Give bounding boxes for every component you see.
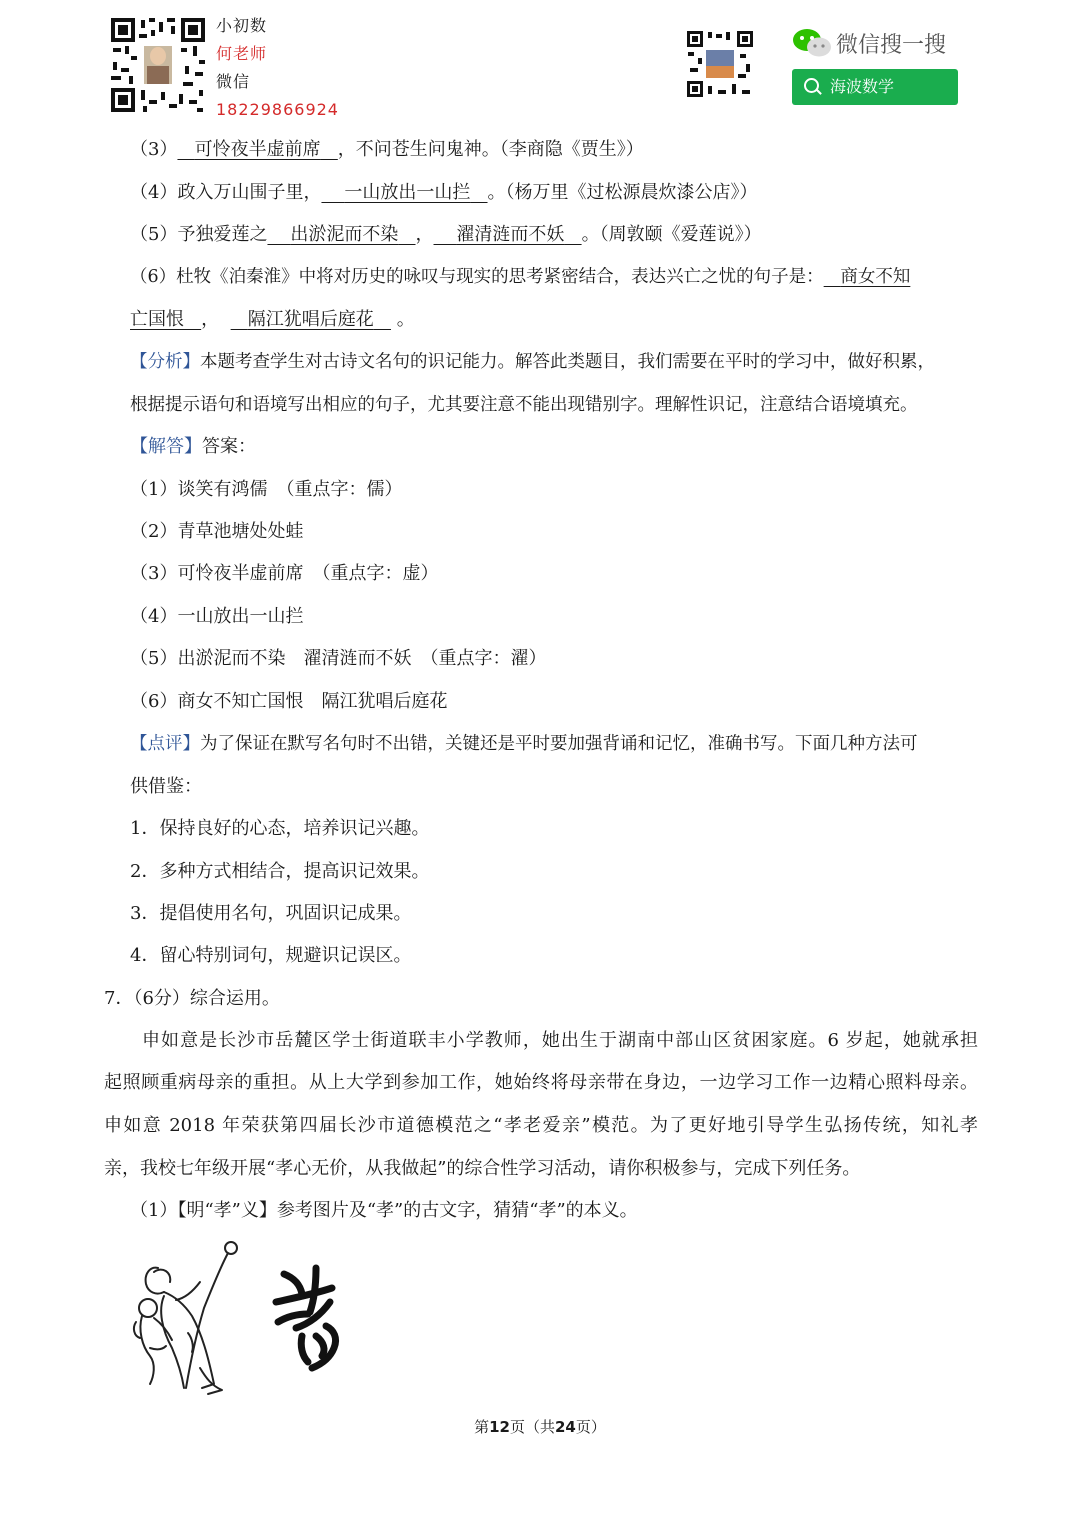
answer-text: 濯清涟而不妖	[456, 224, 565, 245]
comment-tag: 【点评】	[130, 734, 200, 754]
solution-heading	[130, 435, 256, 459]
comment-method: 3．提倡使用名句，巩固识记成果。	[130, 903, 412, 924]
search-icon	[804, 78, 819, 93]
analysis-text: 本题考查学生对古诗文名句的识记能力。解答此类题目，我们需要在平时的学习中，做好积累，	[200, 352, 935, 372]
q6-item-4-suffix: 。（杨万里《过松源晨炊漆公店》）	[487, 182, 758, 203]
q6-item-3-prefix: （3）	[130, 139, 178, 160]
answer-blank	[434, 224, 582, 245]
wechat-search-title: 微信搜一搜	[836, 33, 947, 58]
q6-item-6-cont	[130, 308, 415, 332]
q6-item-5	[130, 223, 762, 247]
q6-item-3	[130, 138, 644, 162]
wechat-icon	[792, 28, 832, 58]
filial-piety-illustration	[128, 1238, 240, 1398]
wechat-search-button[interactable]	[792, 69, 958, 105]
footer-middle: 页（共	[509, 1418, 555, 1436]
qr-code-right	[686, 30, 754, 98]
qr-code-left	[109, 16, 207, 114]
q7-passage-line: 起照顾重病母亲的重担。从上大学到参加工作，她始终将母亲带在身边，一边学习工作一边精心照料母亲。	[104, 1072, 978, 1093]
q6-item-6-prefix: （6）杜牧《泊秦淮》中将对历史的咏叹与现实的思考紧密结合，表达兴亡之忧的句子是：	[130, 267, 824, 287]
solution-answer: （6）商女不知亡国恨 隔江犹唱后庭花	[130, 691, 448, 712]
answer-blank	[321, 182, 487, 203]
q6-item-4-prefix: （4）政入万山围子里，	[130, 182, 322, 203]
comment-method: 1．保持良好的心态，培养识记兴趣。	[130, 818, 430, 839]
analysis-tag: 【分析】	[130, 352, 200, 372]
page-number: 12	[489, 1418, 510, 1436]
solution-answer: （5）出淤泥而不染 濯清涟而不妖 （重点字：濯）	[130, 648, 547, 669]
solution-answer: （3）可怜夜半虚前席 （重点字：虚）	[130, 563, 439, 584]
solution-intro: 答案：	[202, 436, 256, 457]
q7-passage-line: 亲，我校七年级开展“孝心无价，从我做起”的综合性学习活动，请你积极参与，完成下列任务。	[104, 1158, 861, 1179]
comment-method: 4．留心特别词句，规避识记误区。	[130, 945, 412, 966]
comment-line-2: 供借鉴：	[130, 776, 202, 797]
answer-blank	[177, 139, 337, 160]
q7-passage-line: 申如意是长沙市岳麓区学士街道联丰小学教师，她出生于湖南中部山区贫困家庭。6 岁起，她就承担	[142, 1030, 978, 1051]
solution-answer: （2）青草池塘处处蛙	[130, 521, 304, 542]
solution-tag: 【解答】	[130, 436, 202, 457]
analysis-line-2: 根据提示语句和语境写出相应的句子，尤其要注意不能出现错别字。理解性识记，注意结合语境填充。	[130, 395, 918, 415]
analysis-line-1	[130, 350, 935, 374]
footer-prefix: 第	[474, 1418, 490, 1436]
answer-blank	[130, 309, 201, 330]
answer-text: 出淤泥而不染	[290, 224, 399, 245]
q6-item-5-comma: ，	[415, 224, 434, 245]
q6-item-4	[130, 181, 758, 205]
q6-item-6-period: 。	[396, 309, 415, 330]
q7-passage-line: 申如意 2018 年荣获第四届长沙市道德模范之“孝老爱亲”模范。为了更好地引导学生弘扬传统，知礼孝	[104, 1115, 978, 1136]
q6-item-6	[130, 265, 910, 289]
answer-text: 可怜夜半虚前席	[194, 139, 321, 160]
answer-text: 亡国恨	[130, 309, 184, 330]
answer-blank	[267, 224, 415, 245]
side-text-1: 小初数	[216, 16, 268, 35]
q7-heading: 7．（6分）综合运用。	[104, 988, 280, 1009]
answer-text: 商女不知	[840, 267, 911, 287]
page-total: 24	[555, 1418, 576, 1436]
q7-sub1: （1）【明“孝”义】参考图片及“孝”的古文字，猜猜“孝”的本义。	[130, 1200, 638, 1221]
wechat-search-button-label: 海波数学	[830, 77, 895, 96]
answer-text: 隔江犹唱后庭花	[247, 309, 374, 330]
footer-suffix: 页）	[575, 1418, 606, 1436]
comment-line-1	[130, 732, 918, 756]
answer-blank	[231, 309, 391, 330]
comment-method: 2．多种方式相结合，提高识记效果。	[130, 861, 430, 882]
q6-item-5-prefix: （5）予独爱莲之	[130, 224, 268, 245]
page-footer	[0, 1416, 1080, 1437]
side-text-2: 何老师	[216, 44, 268, 63]
q6-item-5-suffix: 。（周敦颐《爱莲说》）	[581, 224, 762, 245]
answer-blank	[824, 267, 911, 287]
side-text-3: 微信	[216, 72, 251, 91]
ancient-xiao-character	[272, 1264, 348, 1374]
comment-text: 为了保证在默写名句时不出错，关键还是平时要加强背诵和记忆，准确书写。下面几种方法可	[200, 734, 918, 754]
solution-answer: （1）谈笑有鸿儒 （重点字：儒）	[130, 479, 403, 500]
q6-item-3-suffix: ，不问苍生问鬼神。（李商隐《贾生》）	[337, 139, 644, 160]
contact-block	[216, 12, 339, 124]
solution-answer: （4）一山放出一山拦	[130, 606, 304, 627]
q6-item-6-comma: ，	[201, 309, 220, 330]
phone-number: 18229866924	[216, 100, 339, 119]
answer-text: 一山放出一山拦	[344, 182, 471, 203]
